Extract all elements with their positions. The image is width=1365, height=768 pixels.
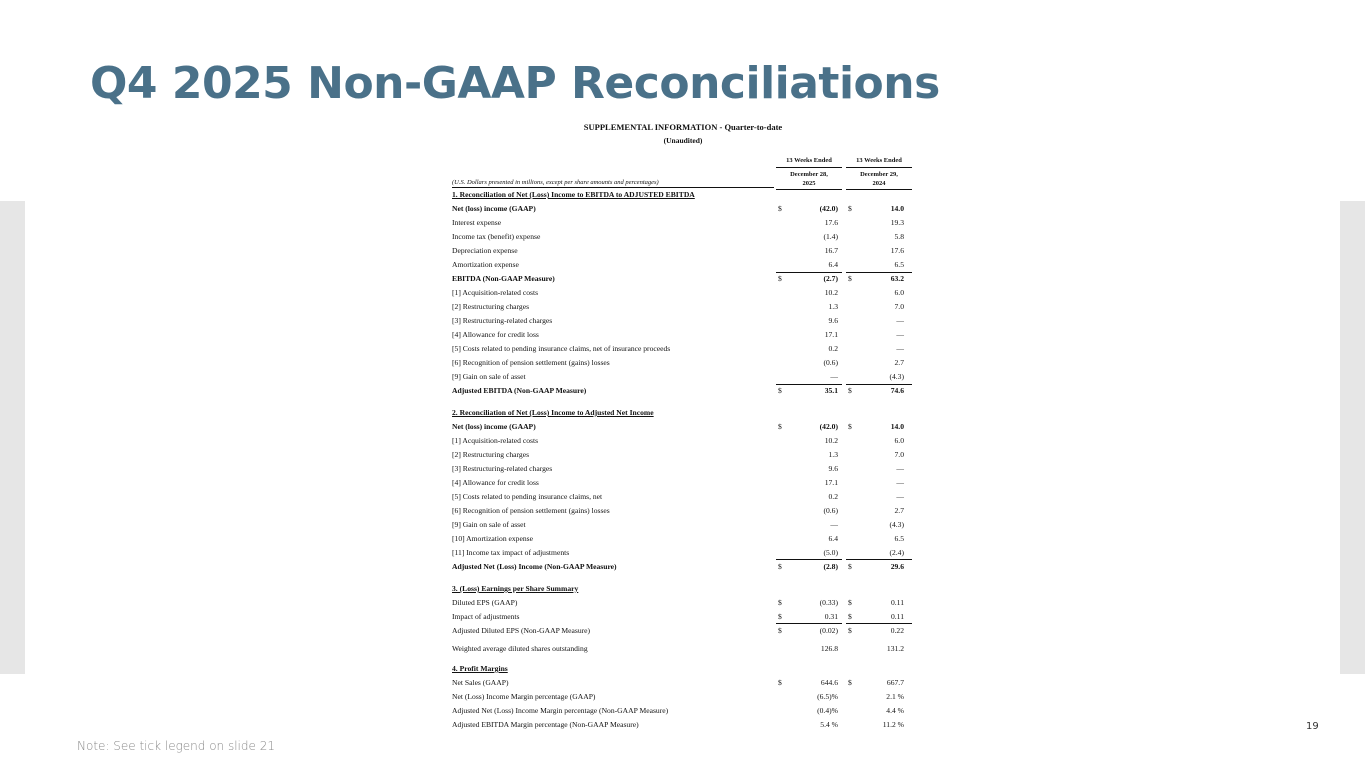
- table-row: Adjusted Net (Loss) Income (Non-GAAP Measure) $ (2.8) $ 29.6: [452, 562, 904, 571]
- section-heading: 2. Reconciliation of Net (Loss) Income to Adjusted Net Income: [452, 408, 654, 417]
- table-row: [2] Restructuring charges 1.3 7.0: [452, 450, 904, 459]
- table-row: Amortization expense 6.4 6.5: [452, 260, 904, 269]
- table-row: Adjusted Diluted EPS (Non-GAAP Measure) $ (0.02) $ 0.22: [452, 626, 904, 635]
- table-row: EBITDA (Non-GAAP Measure) $ (2.7) $ 63.2: [452, 272, 914, 286]
- section-heading: 3. (Loss) Earnings per Share Summary: [452, 584, 579, 593]
- table-row: Adjusted EBITDA (Non-GAAP Measure) $ 35.1 $ 74.6: [452, 384, 914, 398]
- table-row: [9] Gain on sale of asset — (4.3): [452, 372, 904, 381]
- table-row: Net (loss) income (GAAP) $ (42.0) $ 14.0: [452, 204, 904, 213]
- table-row: [9] Gain on sale of asset — (4.3): [452, 520, 904, 529]
- col2-year: 2024: [846, 179, 912, 190]
- column-header: [452, 156, 914, 188]
- slide-title: Q4 2025 Non-GAAP Reconciliations: [90, 58, 940, 109]
- doc-title: SUPPLEMENTAL INFORMATION - Quarter-to-date: [583, 122, 783, 132]
- col1-date: December 28,: [790, 171, 828, 178]
- table-row: Diluted EPS (GAAP) $ (0.33) $ 0.11: [452, 598, 904, 607]
- units-note: (U.S. Dollars presented in millions, except per share amounts and percentages): [452, 179, 659, 186]
- table-row: Weighted average diluted shares outstanding 126.8 131.2: [452, 644, 904, 653]
- table-row: Depreciation expense 16.7 17.6: [452, 246, 904, 255]
- reconciliation-document: [452, 120, 914, 732]
- table-row: [4] Allowance for credit loss 17.1 —: [452, 478, 904, 487]
- col1-period: 13 Weeks Ended: [776, 156, 842, 168]
- table-row: [3] Restructuring-related charges 9.6 —: [452, 464, 904, 473]
- section-heading: 4. Profit Margins: [452, 664, 508, 673]
- table-row: Interest expense 17.6 19.3: [452, 218, 904, 227]
- table-row: [6] Recognition of pension settlement (gains) losses (0.6) 2.7: [452, 358, 904, 367]
- slide-footnote: Note: See tick legend on slide 21: [77, 739, 275, 753]
- column-header-2025: [776, 156, 842, 190]
- doc-subtitle: (Unaudited): [663, 136, 703, 145]
- table-row: [3] Restructuring-related charges 9.6 —: [452, 316, 904, 325]
- column-header-2024: [846, 156, 912, 190]
- col2-period: 13 Weeks Ended: [846, 156, 912, 168]
- table-row: [5] Costs related to pending insurance claims, net of insurance proceeds 0.2 —: [452, 344, 904, 353]
- page-number: 19: [1306, 721, 1319, 732]
- table-row: Net Sales (GAAP) $ 644.6 $ 667.7: [452, 678, 904, 687]
- table-row: [1] Acquisition-related costs 10.2 6.0: [452, 436, 904, 445]
- table-row: [2] Restructuring charges 1.3 7.0: [452, 302, 904, 311]
- table-row: Net (Loss) Income Margin percentage (GAAP) (6.5)% 2.1 %: [452, 692, 904, 701]
- table-row: Impact of adjustments $ 0.31 $ 0.11: [452, 610, 914, 624]
- left-decorative-bar: [0, 201, 25, 674]
- table-row: Income tax (benefit) expense (1.4) 5.8: [452, 232, 904, 241]
- table-row: Adjusted EBITDA Margin percentage (Non-GAAP Measure) 5.4 % 11.2 %: [452, 720, 904, 729]
- right-decorative-bar: [1340, 201, 1365, 674]
- col1-year: 2025: [776, 179, 842, 190]
- table-row: Adjusted Net (Loss) Income Margin percentage (Non-GAAP Measure) (0.4)% 4.4 %: [452, 706, 904, 715]
- col2-date: December 29,: [860, 171, 898, 178]
- table-row: [5] Costs related to pending insurance claims, net 0.2 —: [452, 492, 904, 501]
- table-row: [4] Allowance for credit loss 17.1 —: [452, 330, 904, 339]
- table-row: [1] Acquisition-related costs 10.2 6.0: [452, 288, 904, 297]
- table-row: [6] Recognition of pension settlement (gains) losses (0.6) 2.7: [452, 506, 904, 515]
- table-row: [11] Income tax impact of adjustments (5.0) (2.4): [452, 546, 914, 560]
- table-row: Net (loss) income (GAAP) $ (42.0) $ 14.0: [452, 422, 904, 431]
- table-row: [10] Amortization expense 6.4 6.5: [452, 534, 904, 543]
- section-heading: 1. Reconciliation of Net (Loss) Income to EBITDA to ADJUSTED EBITDA: [452, 190, 695, 199]
